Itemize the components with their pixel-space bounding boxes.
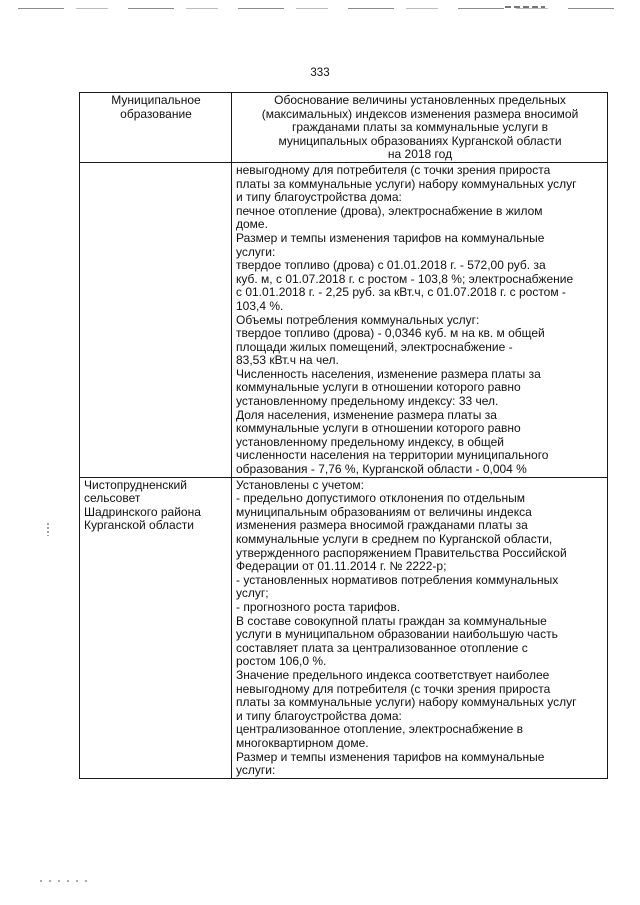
justification-line: Объемы потребления коммунальных услуг:: [236, 312, 480, 327]
justification-line: твердое топливо (дрова) с 01.01.2018 г. - 572,00 руб. за: [236, 258, 546, 273]
municipality-cell: [80, 162, 232, 477]
justification-line: невыгодному для потребителя (с точки зрения прироста: [236, 162, 551, 177]
justification-line: установленному предельному индексу: 33 чел.: [236, 394, 499, 409]
justification-line: платы за коммунальные услуги) набору коммунальных услуг: [236, 176, 577, 191]
justification-line: услуг;: [236, 586, 269, 601]
justification-line: доме.: [236, 217, 268, 232]
justification-line: Значение предельного индекса соответствует наиболее: [236, 667, 550, 682]
header-justification-line: (максимальных) индексов изменения размера вносимой: [261, 106, 579, 121]
justification-line: Размер и темпы изменения тарифов на коммунальные: [236, 230, 545, 245]
justification-line: куб. м, с 01.07.2018 г. с ростом - 103,8 %; электроснабжение: [236, 271, 574, 286]
justification-line: платы за коммунальные услуги) набору коммунальных услуг: [236, 695, 577, 710]
header-justification-line: Обоснование величины установленных предельных: [274, 93, 566, 107]
justification-line: многоквартирном доме.: [236, 735, 369, 750]
justification-line: с 01.01.2018 г. - 2,25 руб. за кВт.ч, с 01.07.2018 г. с ростом -: [236, 285, 566, 300]
justification-line: коммунальные услуги в отношении которого равно: [236, 421, 521, 436]
justification-line: Федерации от 01.11.2014 г. № 2222-р;: [236, 559, 447, 574]
municipality-line: Чистопрудненский: [84, 477, 187, 492]
header-justification: [232, 93, 608, 163]
justification-line: коммунальные услуги в отношении которого равно: [236, 380, 521, 395]
table-header-row: [80, 93, 608, 163]
scan-artifact-bottom: [40, 880, 90, 882]
justification-line: Численность населения, изменение размера платы за: [236, 366, 541, 381]
justification-line: составляет плата за централизованное отопление с: [236, 640, 528, 655]
justification-line: услуги в муниципальном образовании наибольшую часть: [236, 627, 558, 642]
page-number: 333: [310, 67, 330, 79]
justification-line: численности населения на территории муниципального: [236, 448, 549, 463]
header-municipality-line: образование: [120, 106, 192, 121]
municipality-line: Шадринского района: [84, 504, 201, 519]
justification-line: муниципальным образованиям от величины индекса: [236, 504, 532, 519]
justification-cell: [232, 162, 608, 477]
justification-line: В составе совокупной платы граждан за коммунальные: [236, 613, 547, 628]
justification-line: 83,53 кВт.ч на чел.: [236, 353, 339, 368]
justification-line: - прогнозного роста тарифов.: [236, 599, 401, 614]
justification-line: ростом 106,0 %.: [236, 654, 327, 669]
scan-artifact-top: [18, 8, 618, 9]
header-municipality-line: Муниципальное: [111, 93, 201, 107]
justification-line: Установлены с учетом:: [236, 477, 364, 492]
justification-line: Размер и темпы изменения тарифов на коммунальные: [236, 749, 545, 764]
justification-line: образования - 7,76 %, Курганской области - 0,004 %: [236, 462, 527, 477]
justification-line: 103,4 %.: [236, 298, 284, 313]
justification-line: и типу благоустройства дома:: [236, 190, 402, 205]
justification-line: площади жилых помещений, электроснабжение -: [236, 339, 513, 354]
justification-line: утвержденного распоряжением Правительства Российской: [236, 545, 567, 560]
municipality-line: сельсовет: [84, 491, 141, 506]
justification-line: централизованное отопление, электроснабжение в: [236, 722, 523, 737]
justification-line: установленному предельному индексу, в общей: [236, 434, 504, 449]
scan-artifact-side: [46, 522, 50, 536]
header-justification-line: муниципальных образованиях Курганской области: [278, 133, 562, 148]
justification-line: печное отопление (дрова), электроснабжение в жилом: [236, 203, 543, 218]
justification-line: Доля населения, изменение размера платы за: [236, 407, 497, 422]
header-municipality: [80, 93, 232, 163]
header-justification-line: гражданами платы за коммунальные услуги в: [291, 120, 549, 135]
table-row: [80, 162, 608, 477]
justification-line: невыгодному для потребителя (с точки зрения прироста: [236, 681, 551, 696]
justification-line: коммунальные услуги в среднем по Курганской области,: [236, 532, 553, 546]
header-justification-line: на 2018 год: [387, 147, 453, 162]
justification-line: и типу благоустройства дома:: [236, 708, 402, 723]
municipality-cell: [80, 477, 232, 778]
justification-line: - предельно допустимого отклонения по отдельным: [236, 491, 525, 506]
justification-table: [79, 92, 608, 779]
justification-cell: [232, 477, 608, 778]
justification-line: твердое топливо (дрова) - 0,0346 куб. м на кв. м общей: [236, 326, 545, 341]
justification-line: изменения размера вносимой гражданами платы за: [236, 518, 528, 533]
justification-line: услуги:: [236, 244, 276, 259]
scan-artifact-mark: [505, 6, 545, 8]
municipality-line: Курганской области: [84, 518, 194, 533]
justification-line: - установленных нормативов потребления коммунальных: [236, 572, 559, 587]
table-row: [80, 477, 608, 778]
justification-line: услуги:: [236, 763, 276, 778]
